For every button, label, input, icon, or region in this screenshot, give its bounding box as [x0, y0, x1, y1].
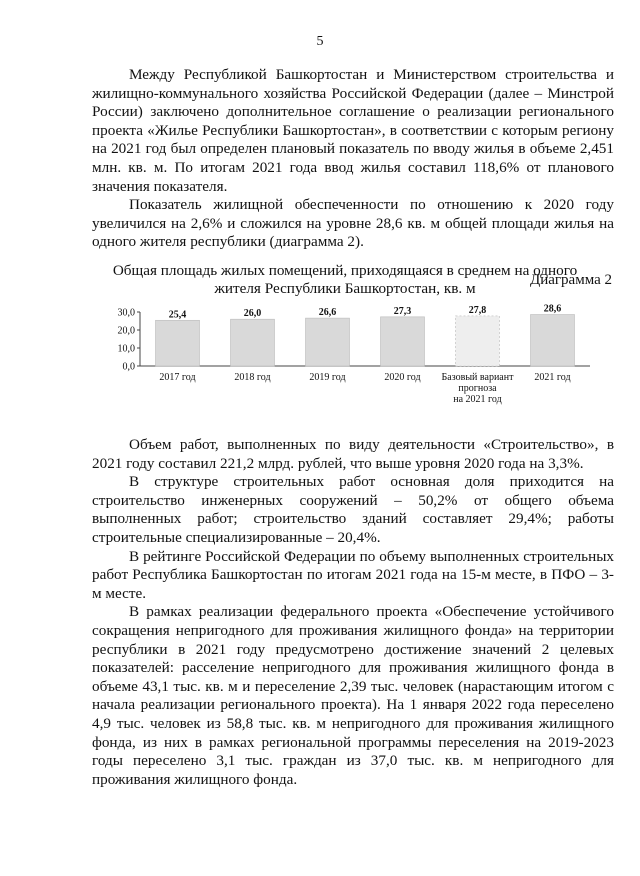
bar — [156, 320, 200, 366]
paragraph-resettlement: В рамках реализации федерального проекта «Обеспечение устойчивого сокращения непригодного для проживания жилищного фонда» на территории республики в 2021 году предусмотрено достижение значений 2 целевых показателей: расселение непригодного для проживания жилищного фонда в объеме 43,1 тыс. кв. м и переселение 2,39 тыс. человек (нарастающим итогом с начала реализации регионального проекта). На 1 января 2022 года переселено 4,9 тыс. человек из 58,8 тыс. кв. м непригодного для проживания жилищного фонда, из них в рамках региональной программы переселения на 2019-2023 годы переселено 3,1 тыс. граждан из 37,0 тыс. кв. м непригодного для проживания жилищного фонда. — [92, 603, 614, 788]
data-label: 28,6 — [543, 303, 562, 315]
data-label: 26,0 — [243, 308, 262, 320]
paragraph-construction-volume: Объем работ, выполненных по виду деятельности «Строительство», в 2021 году составил 221,2 млрд. рублей, что выше уровня 2020 года на 3,3%. — [92, 436, 614, 472]
paragraph-construction-structure: В структуре строительных работ основная доля приходится на строительство инженерных сооружений – 50,2% от общего объема выполненных работ; строительство зданий составляет 29,4%; работы строительные специализированные – 20,4%. — [92, 473, 614, 546]
bar — [381, 317, 425, 366]
category-label: прогноза — [458, 383, 497, 394]
bar-chart — [100, 298, 600, 408]
bar — [456, 316, 500, 366]
data-label: 27,8 — [468, 304, 487, 316]
bar — [306, 318, 350, 366]
category-label: 2018 год — [234, 372, 271, 383]
y-tick-label: 20,0 — [117, 325, 135, 337]
category-label: 2017 год — [159, 372, 196, 383]
text-block-top — [92, 66, 614, 252]
category-label: на 2021 год — [453, 394, 502, 405]
data-label: 27,3 — [393, 305, 412, 317]
paragraph-rating: В рейтинге Российской Федерации по объему выполненных строительных работ Республика Башкортостан по итогам 2021 года на 15-м месте, в ПФО – 3-м месте. — [92, 547, 614, 602]
text-block-bottom — [92, 436, 614, 789]
category-label: 2021 год — [534, 372, 571, 383]
data-label: 26,6 — [318, 307, 337, 319]
paragraph-agreement: Между Республикой Башкортостан и Министерством строительства и жилищно-коммунального хозяйства Российской Федерации (далее – Минстрой России) заключено дополнительное соглашение о реализации регионального проекта «Жилье Республики Башкортостан», в соответствии с которым региону на 2021 год был определен плановый показатель по вводу жилья в объеме 2,451 млн. кв. м. По итогам 2021 года ввод жилья составил 118,6% от планового значения показателя. — [92, 66, 614, 195]
bar — [231, 319, 275, 366]
data-label: 25,4 — [168, 309, 187, 321]
y-tick-label: 10,0 — [117, 343, 135, 355]
y-tick-label: 30,0 — [117, 307, 135, 319]
bar-chart-svg — [100, 298, 600, 408]
bar — [531, 315, 575, 366]
paragraph-housing-provision: Показатель жилищной обеспеченности по отношению к 2020 году увеличился на 2,6% и сложился на уровне 28,6 кв. м общей площади жилья на одного жителя республики (диаграмма 2). — [92, 196, 614, 251]
category-label: 2020 год — [384, 372, 421, 383]
category-label: 2019 год — [309, 372, 346, 383]
category-label: Базовый вариант — [441, 372, 514, 383]
diagram-label: Диаграмма 2 — [529, 272, 612, 288]
page-number: 5 — [316, 34, 324, 49]
y-tick-label: 0,0 — [122, 361, 135, 373]
chart-title: Общая площадь жилых помещений, приходящаяся в среднем на одного жителя Республики Башкортостан, кв. м — [112, 262, 578, 297]
